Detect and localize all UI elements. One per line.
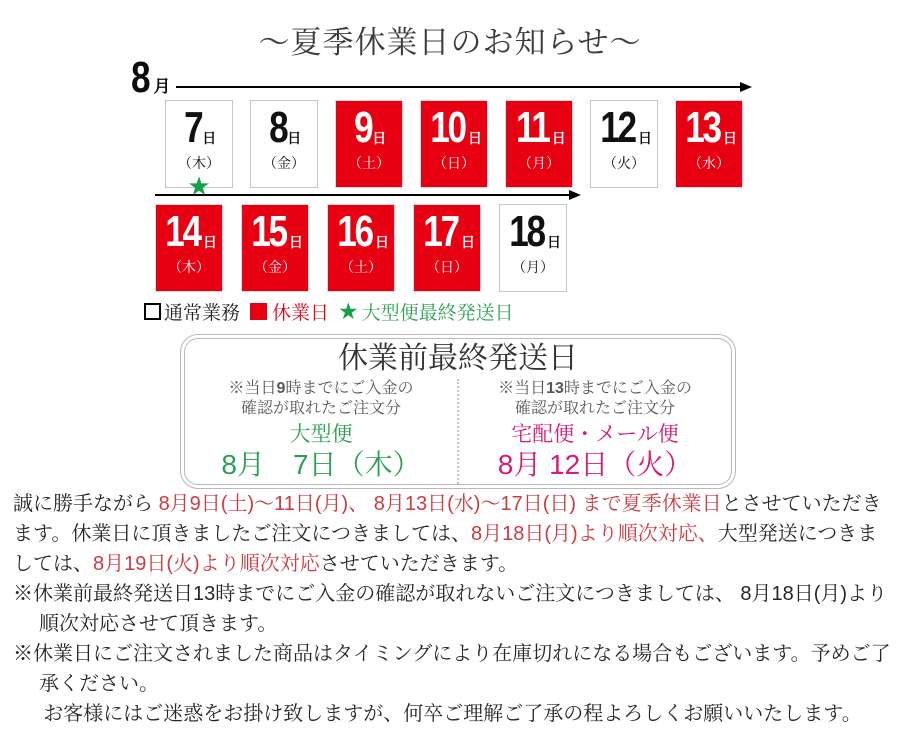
legend [144,298,514,325]
month-label [131,53,170,103]
shipping-date: 8月 12日（火） [497,448,693,480]
day-weekday: （木） [178,155,220,171]
day-weekday: （金） [263,155,305,171]
notice-paragraph-payment: ※休業前最終発送日13時までにご入金の確認が取れないご注文につきましては、 8月18日(月)より順次対応させて頂きます。 [13,583,888,635]
notice-paragraph-main: 誠に勝手ながら 8月9日(土)～11日(月)、 8月13日(水)～17日(日) まで夏季休業日とさせていただきます。休業日に頂きましたご注文につきましては、8月18日(月)より順次対応、大型発送につきましては、8月19日(火)より順次対応させていただきます。 [13,493,882,575]
shipping-note: ※当日13時までにご入金の 確認が取れたご注文分 [498,379,692,417]
calendar-row-2 [155,204,567,292]
day-weekday: （土） [348,155,390,171]
day-weekday: （火） [603,155,645,171]
star-icon: ★ [187,171,211,201]
legend-label-star: 大型便最終発送日 [361,303,514,324]
day-suffix: 日 [372,130,387,146]
day-weekday: （日） [426,259,468,275]
day-suffix: 日 [374,234,389,250]
day-suffix: 日 [546,234,561,250]
timeline-arrow-middle [155,194,577,196]
day-weekday: （月） [512,259,554,275]
calendar-row-1 [165,100,743,201]
day-suffix: 日 [722,130,737,146]
day-number: 12 [600,103,635,152]
day-suffix: 日 [467,130,482,146]
day-weekday: （月） [518,155,560,171]
calendar-day-10 [420,100,488,188]
day-suffix: 日 [202,130,217,146]
star-icon: ★ [338,298,359,324]
timeline-arrow-top [176,86,748,88]
month-number: 8 [131,53,149,102]
day-suffix: 日 [202,234,217,250]
notice-paragraph-apology: お客様にはご迷惑をお掛け致しますが、何卒ご理解ご了承の程よろしくお願いいたします。 [43,703,862,725]
calendar-day-17 [413,204,481,292]
day-number: 18 [509,207,544,256]
shipping-note: ※当日9時までにご入金の 確認が取れたご注文分 [228,379,414,417]
day-number: 8 [268,103,287,152]
day-suffix: 日 [287,130,302,146]
day-suffix: 日 [637,130,652,146]
day-number: 15 [251,207,286,256]
day-number: 17 [423,207,458,256]
day-number: 7 [183,103,202,152]
month-unit: 月 [153,77,171,96]
day-number: 9 [353,103,372,152]
notice-paragraph-stock: ※休業日にご注文されました商品はタイミングにより在庫切れになる場合もございます。予めご了承ください。 [13,643,891,695]
day-suffix: 日 [460,234,475,250]
shipping-box-title: 休業前最終発送日 [338,342,578,375]
day-weekday: （金） [254,259,296,275]
day-number: 10 [430,103,465,152]
calendar-day-18 [499,204,567,292]
last-shipping-box [180,334,736,489]
calendar-day-11 [505,100,573,188]
shipping-date: 8月 7日（木） [221,448,421,480]
notice-text [13,489,892,729]
day-number: 16 [337,207,372,256]
shipping-col-large-parcel [185,379,457,486]
calendar-day-12 [590,100,658,188]
calendar-day-15 [241,204,309,292]
calendar-day-14 [155,204,223,292]
calendar-day-9 [335,100,403,188]
shipping-method: 宅配便・メール便 [511,422,679,446]
day-number: 13 [685,103,720,152]
day-weekday: （日） [433,155,475,171]
day-number: 14 [165,207,200,256]
calendar-day-7 [165,100,233,201]
day-suffix: 日 [551,130,566,146]
normal-day-swatch [144,303,161,320]
day-suffix: 日 [288,234,303,250]
shipping-col-courier-mail [457,379,731,486]
calendar-day-16 [327,204,395,292]
page-title: ～夏季休業日のお知らせ～ [258,25,642,60]
closed-day-swatch [250,303,267,320]
shipping-method: 大型便 [289,422,353,446]
day-number: 11 [516,103,549,152]
day-weekday: （木） [168,259,210,275]
legend-label-normal: 通常業務 [164,303,241,324]
legend-label-closed: 休業日 [272,303,330,324]
day-weekday: （土） [340,259,382,275]
calendar-day-8 [250,100,318,188]
day-weekday: （水） [688,155,730,171]
calendar-day-13 [675,100,743,188]
